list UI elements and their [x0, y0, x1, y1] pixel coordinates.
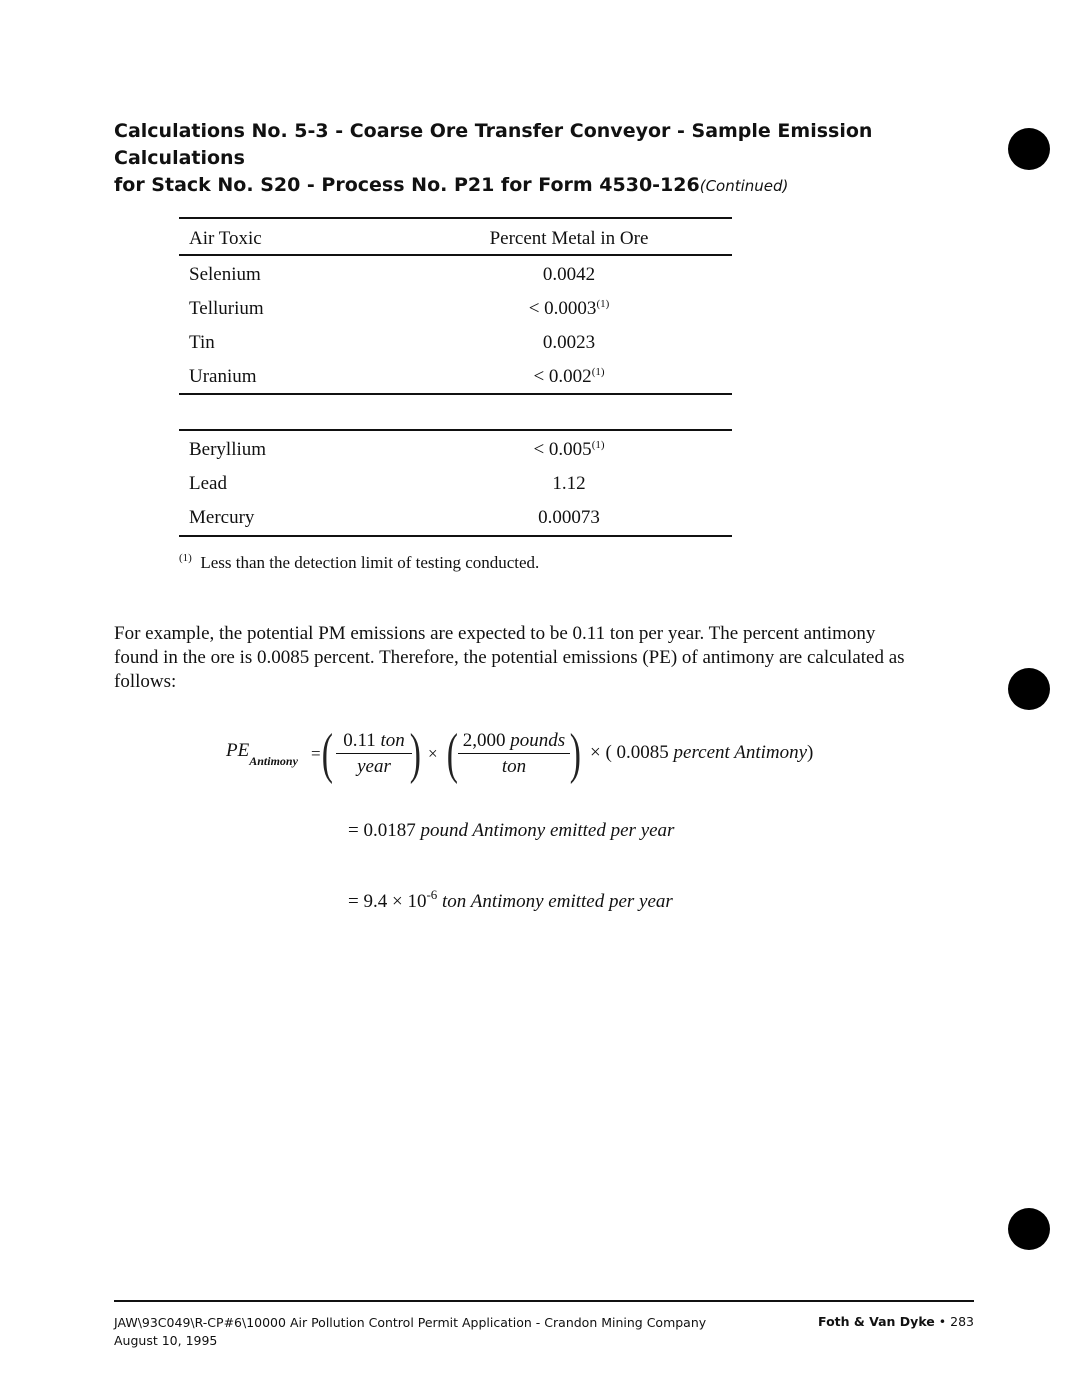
- fraction-1-denominator: year: [357, 756, 391, 777]
- table-row: [179, 433, 732, 467]
- footer-right: [790, 1314, 974, 1329]
- table-footnote: [179, 553, 539, 573]
- toxic-name: Beryllium: [189, 439, 267, 460]
- binder-hole-middle: [1008, 668, 1050, 710]
- table-top-rule: [179, 217, 732, 219]
- value-text: 1.12: [552, 473, 586, 494]
- open-paren-icon: (: [321, 723, 333, 785]
- value-text: < 0.002: [533, 366, 592, 387]
- toxic-name: Tellurium: [189, 298, 264, 319]
- header-air-toxic: Air Toxic: [189, 228, 262, 249]
- value-note: (1): [591, 366, 605, 378]
- fraction-2-denominator: ton: [501, 756, 527, 777]
- table-header-rule: [179, 254, 732, 256]
- toxic-value: [479, 258, 659, 292]
- group1-bottom-rule: [179, 393, 732, 395]
- table-bottom-rule: [179, 535, 732, 537]
- toxic-value: [479, 326, 659, 360]
- close-paren-icon: ): [569, 723, 581, 785]
- footer-rule: [114, 1300, 974, 1302]
- footer-bullet: •: [938, 1314, 947, 1329]
- page-heading: [114, 118, 974, 200]
- heading-line-1: Calculations No. 5-3 - Coarse Ore Transfer Conveyor - Sample Emission Calculations: [114, 120, 873, 169]
- table-row: [179, 501, 732, 535]
- times-sign-3: ×: [391, 891, 403, 912]
- result-1-value: = 0.0187: [348, 820, 416, 841]
- percent-value: ( 0.0085: [605, 742, 669, 763]
- value-text: 0.0042: [542, 264, 596, 285]
- num-value: 0.11: [343, 730, 376, 751]
- value-note: (1): [596, 298, 610, 310]
- table-row: [179, 258, 732, 292]
- result-tons-line: [348, 887, 673, 913]
- footer-left: [114, 1314, 706, 1350]
- lhs-subscript: Antimony: [249, 754, 298, 768]
- num-value: 2,000: [462, 730, 506, 751]
- body-paragraph: For example, the potential PM emissions are expected to be 0.11 ton per year. The percent antimony found in the ore is 0.0085 percent. Therefore, the potential emissions (PE) of antimony are calculated as follows:: [114, 623, 905, 692]
- table-row: [179, 292, 732, 326]
- value-text: 0.00073: [538, 507, 600, 528]
- toxic-value: [479, 501, 659, 535]
- group2-top-rule: [179, 429, 732, 431]
- close-paren-text: ): [807, 742, 814, 763]
- page-number: 283: [950, 1314, 974, 1329]
- equation-lhs: [226, 740, 298, 769]
- footnote-text: Less than the detection limit of testing conducted.: [200, 553, 540, 572]
- fraction-tons-per-year: [336, 730, 412, 778]
- value-note: (1): [591, 439, 605, 451]
- toxic-value: [479, 292, 659, 326]
- times-sign-2: ×: [590, 742, 601, 763]
- equals-sign: =: [311, 744, 321, 763]
- table-row: [179, 360, 732, 394]
- heading-line-2: [114, 172, 974, 200]
- toxic-name: Lead: [189, 473, 227, 494]
- toxic-value: [479, 467, 659, 501]
- toxic-name: Mercury: [189, 507, 255, 528]
- header-percent-metal: Percent Metal in Ore: [489, 228, 649, 249]
- close-paren-icon: ): [409, 723, 421, 785]
- result-2-mantissa: = 9.4: [348, 891, 388, 912]
- binder-hole-bottom: [1008, 1208, 1050, 1250]
- continued-label: (Continued): [699, 177, 789, 195]
- fraction-1-numerator: [336, 730, 412, 754]
- percent-antimony-term: [590, 742, 813, 764]
- open-paren-icon: (: [446, 723, 458, 785]
- toxic-name: Uranium: [189, 366, 257, 387]
- toxic-name: Selenium: [189, 264, 261, 285]
- result-2-base: 10: [407, 891, 427, 912]
- num-unit: pounds: [510, 730, 566, 751]
- footer-date: August 10, 1995: [114, 1333, 218, 1348]
- table-row: [179, 467, 732, 501]
- fraction-pounds-per-ton: [458, 730, 570, 778]
- value-text: < 0.005: [533, 439, 592, 460]
- percent-label: percent Antimony: [673, 742, 808, 763]
- fraction-2-numerator: [458, 730, 570, 754]
- value-text: < 0.0003: [528, 298, 597, 319]
- times-sign: ×: [428, 744, 438, 763]
- result-2-unit: ton Antimony emitted per year: [442, 891, 673, 912]
- footer-file-path: JAW\93C049\R-CP#6\10000 Air Pollution Control Permit Application - Crandon Mining Company: [114, 1315, 707, 1330]
- toxic-value: [479, 433, 659, 467]
- footnote-mark: (1): [179, 552, 192, 564]
- num-unit: ton: [380, 730, 405, 751]
- lhs-symbol: PE: [226, 740, 250, 761]
- toxic-name: Tin: [189, 332, 215, 353]
- heading-line-2-text: for Stack No. S20 - Process No. P21 for Form 4530-126: [114, 174, 700, 196]
- value-text: 0.0023: [542, 332, 596, 353]
- result-pounds-line: [348, 820, 674, 842]
- binder-hole-top: [1008, 128, 1050, 170]
- table-row: [179, 326, 732, 360]
- footer-company: Foth & Van Dyke: [818, 1314, 935, 1329]
- result-2-exponent: -6: [426, 887, 438, 902]
- toxic-value: [479, 360, 659, 394]
- table-header-row: [179, 222, 732, 256]
- result-1-unit: pound Antimony emitted per year: [420, 820, 675, 841]
